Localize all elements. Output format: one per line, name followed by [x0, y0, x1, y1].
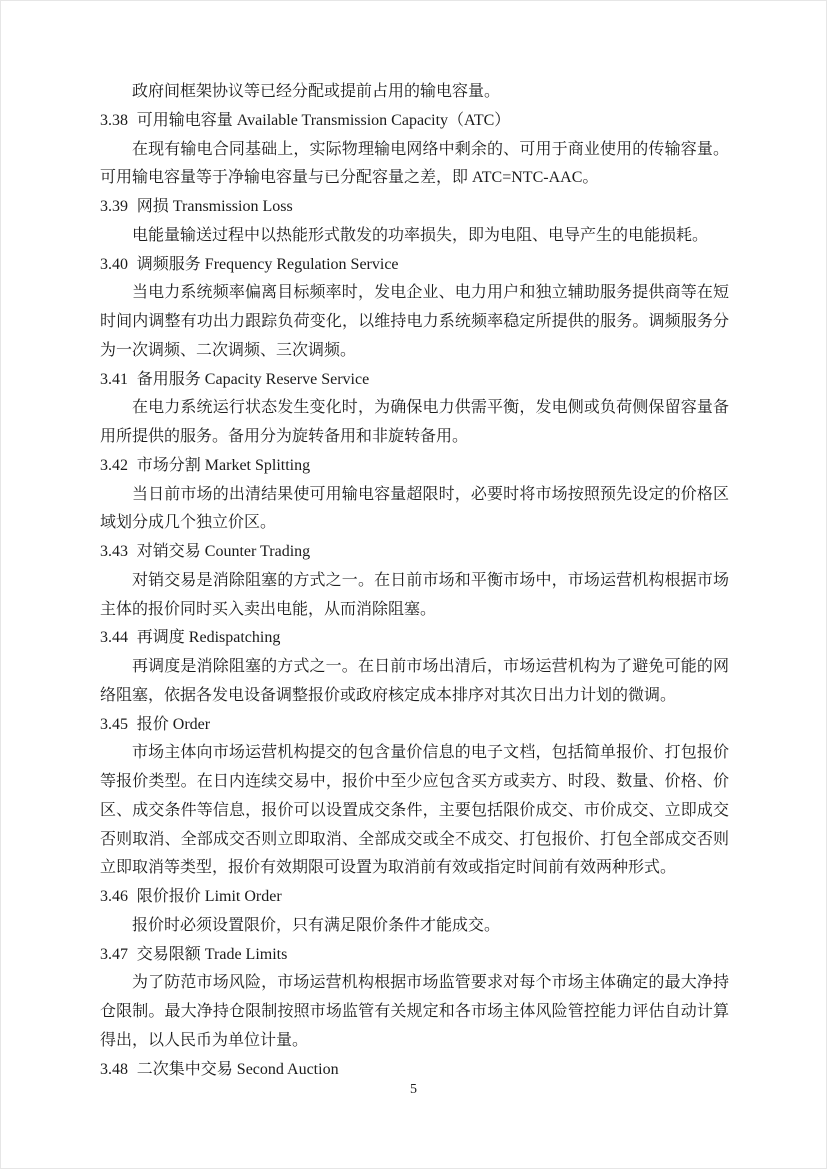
section-title: 市场分割 Market Splitting: [136, 456, 311, 474]
term-section-3-38: [100, 107, 729, 193]
section-title: 交易限额 Trade Limits: [136, 945, 288, 963]
section-heading: [100, 883, 729, 912]
section-heading: [100, 107, 729, 136]
term-section-3-45: [100, 711, 729, 884]
section-heading: [100, 941, 729, 970]
section-heading: [100, 452, 729, 481]
section-title: 调频服务 Frequency Regulation Service: [136, 255, 399, 273]
section-body: 当日前市场的出清结果使可用输电容量超限时，必要时将市场按照预先设定的价格区域划分成几个独立价区。: [100, 485, 729, 532]
section-heading: [100, 251, 729, 280]
term-section-3-47: [100, 941, 729, 1056]
section-body: 市场主体向市场运营机构提交的包含量价信息的电子文档，包括简单报价、打包报价等报价类型。在日内连续交易中，报价中至少应包含买方或卖方、时段、数量、价格、价区、成交条件等信息，报价可以设置成交条件，主要包括限价成交、市价成交、立即成交否则取消、全部成交否则立即取消、全部成交或全不成交、打包报价、打包全部成交否则立即取消等类型，报价有效期限可设置为取消前有效或指定时间前有效两种形式。: [100, 744, 729, 877]
section-body: 对销交易是消除阻塞的方式之一。在日前市场和平衡市场中，市场运营机构根据市场主体的报价同时买入卖出电能，从而消除阻塞。: [100, 571, 729, 618]
section-number: 3.41: [100, 370, 128, 388]
continuation-paragraph: 政府间框架协议等已经分配或提前占用的输电容量。: [132, 83, 501, 100]
term-section-3-44: [100, 624, 729, 710]
document-body: [100, 78, 729, 1084]
section-number: 3.47: [100, 945, 128, 963]
page-footer: [1, 1080, 826, 1100]
section-body: 在现有输电合同基础上，实际物理输电网络中剩余的、可用于商业使用的传输容量。可用输电容量等于净输电容量与已分配容量之差，即 ATC=NTC-AAC。: [100, 140, 729, 187]
section-body: 再调度是消除阻塞的方式之一。在日前市场出清后，市场运营机构为了避免可能的网络阻塞，依据各发电设备调整报价或政府核定成本排序对其次日出力计划的微调。: [100, 658, 729, 704]
term-section-3-46: [100, 883, 729, 941]
section-number: 3.45: [100, 715, 128, 733]
section-body: 报价时必须设置限价，只有满足限价条件才能成交。: [132, 916, 501, 934]
term-section-3-40: [100, 251, 729, 366]
section-body: 电能量输送过程中以热能形式散发的功率损失，即为电阻、电导产生的电能损耗。: [132, 226, 709, 244]
section-heading: [100, 711, 729, 740]
section-title: 可用输电容量 Available Transmission Capacity（ATC）: [136, 111, 511, 129]
section-number: 3.39: [100, 198, 128, 215]
term-section-3-39: [100, 193, 729, 251]
section-title: 再调度 Redispatching: [136, 629, 281, 647]
section-body: 在电力系统运行状态发生变化时，为确保电力供需平衡，发电侧或负荷侧保留容量备用所提供的服务。备用分为旋转备用和非旋转备用。: [100, 399, 729, 445]
section-number: 3.38: [100, 111, 128, 129]
section-number: 3.44: [100, 629, 128, 647]
term-section-3-42: [100, 452, 729, 538]
section-body: 为了防范市场风险，市场运营机构根据市场监管要求对每个市场主体确定的最大净持仓限制。最大净持仓限制按照市场监管有关规定和各市场主体风险管控能力评估自动计算得出，以人民币为单位计量。: [100, 974, 729, 1049]
term-section-3-41: [100, 366, 729, 452]
section-title: 二次集中交易 Second Auction: [136, 1060, 339, 1078]
section-title: 报价 Order: [136, 715, 211, 733]
section-heading: [100, 538, 729, 567]
section-body: 当电力系统频率偏离目标频率时，发电企业、电力用户和独立辅助服务提供商等在短时间内调整有功出力跟踪负荷变化，以维持电力系统频率稳定所提供的服务。调频服务分为一次调频、二次调频、三次调频。: [100, 284, 729, 359]
section-title: 对销交易 Counter Trading: [136, 543, 311, 560]
section-title: 限价报价 Limit Order: [136, 888, 282, 905]
section-number: 3.40: [100, 255, 128, 273]
section-number: 3.43: [100, 543, 128, 560]
section-heading: [100, 366, 729, 395]
section-number: 3.48: [100, 1060, 128, 1078]
section-title: 备用服务 Capacity Reserve Service: [136, 370, 370, 388]
section-title: 网损 Transmission Loss: [136, 198, 293, 215]
section-heading: [100, 624, 729, 653]
section-number: 3.42: [100, 456, 128, 474]
term-section-3-43: [100, 538, 729, 624]
page-number: 5: [410, 1082, 417, 1097]
section-number: 3.46: [100, 888, 128, 905]
section-heading: [100, 193, 729, 222]
